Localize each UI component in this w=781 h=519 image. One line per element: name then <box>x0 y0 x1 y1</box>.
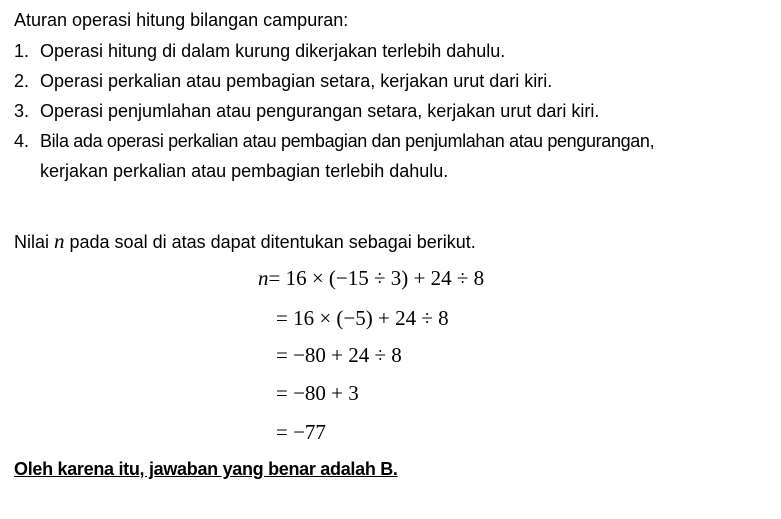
intro-variable: n <box>54 229 65 253</box>
intro-sentence <box>14 229 476 254</box>
step-lhs-variable: n <box>258 266 269 290</box>
rule-item-4 <box>14 129 654 153</box>
calculation-step-4: = −80 + 3 <box>276 381 359 405</box>
rule-number: 4. <box>14 131 30 151</box>
rule-item-3 <box>14 99 599 123</box>
rule-text: Operasi perkalian atau pembagian setara, kerjakan urut dari kiri. <box>40 71 553 91</box>
calculation-step-5: = −77 <box>276 420 326 444</box>
rule-item-4-continuation: kerjakan perkalian atau pembagian terlebih dahulu. <box>40 161 449 181</box>
rules-heading: Aturan operasi hitung bilangan campuran: <box>14 10 349 30</box>
intro-text-before: Nilai <box>14 232 55 252</box>
rule-number: 3. <box>14 101 30 121</box>
calculation-step-2: = 16 × (−5) + 24 ÷ 8 <box>276 306 449 330</box>
rule-text: Bila ada operasi perkalian atau pembagian dan penjumlahan atau pengurangan, <box>40 131 655 151</box>
rule-item-1 <box>14 39 505 63</box>
rule-item-2 <box>14 69 552 93</box>
rule-text: Operasi hitung di dalam kurung dikerjakan terlebih dahulu. <box>40 41 506 61</box>
rule-text: Operasi penjumlahan atau pengurangan setara, kerjakan urut dari kiri. <box>40 101 600 121</box>
conclusion-answer: Oleh karena itu, jawaban yang benar adalah B. <box>14 459 398 479</box>
rule-number: 1. <box>14 41 30 61</box>
step-expression: = 16 × (−15 ÷ 3) + 24 ÷ 8 <box>268 266 485 290</box>
intro-text-after: pada soal di atas dapat ditentukan sebagai berikut. <box>64 232 476 252</box>
calculation-step-1 <box>258 265 484 291</box>
calculation-step-3: = −80 + 24 ÷ 8 <box>276 343 402 367</box>
rule-number: 2. <box>14 71 30 91</box>
